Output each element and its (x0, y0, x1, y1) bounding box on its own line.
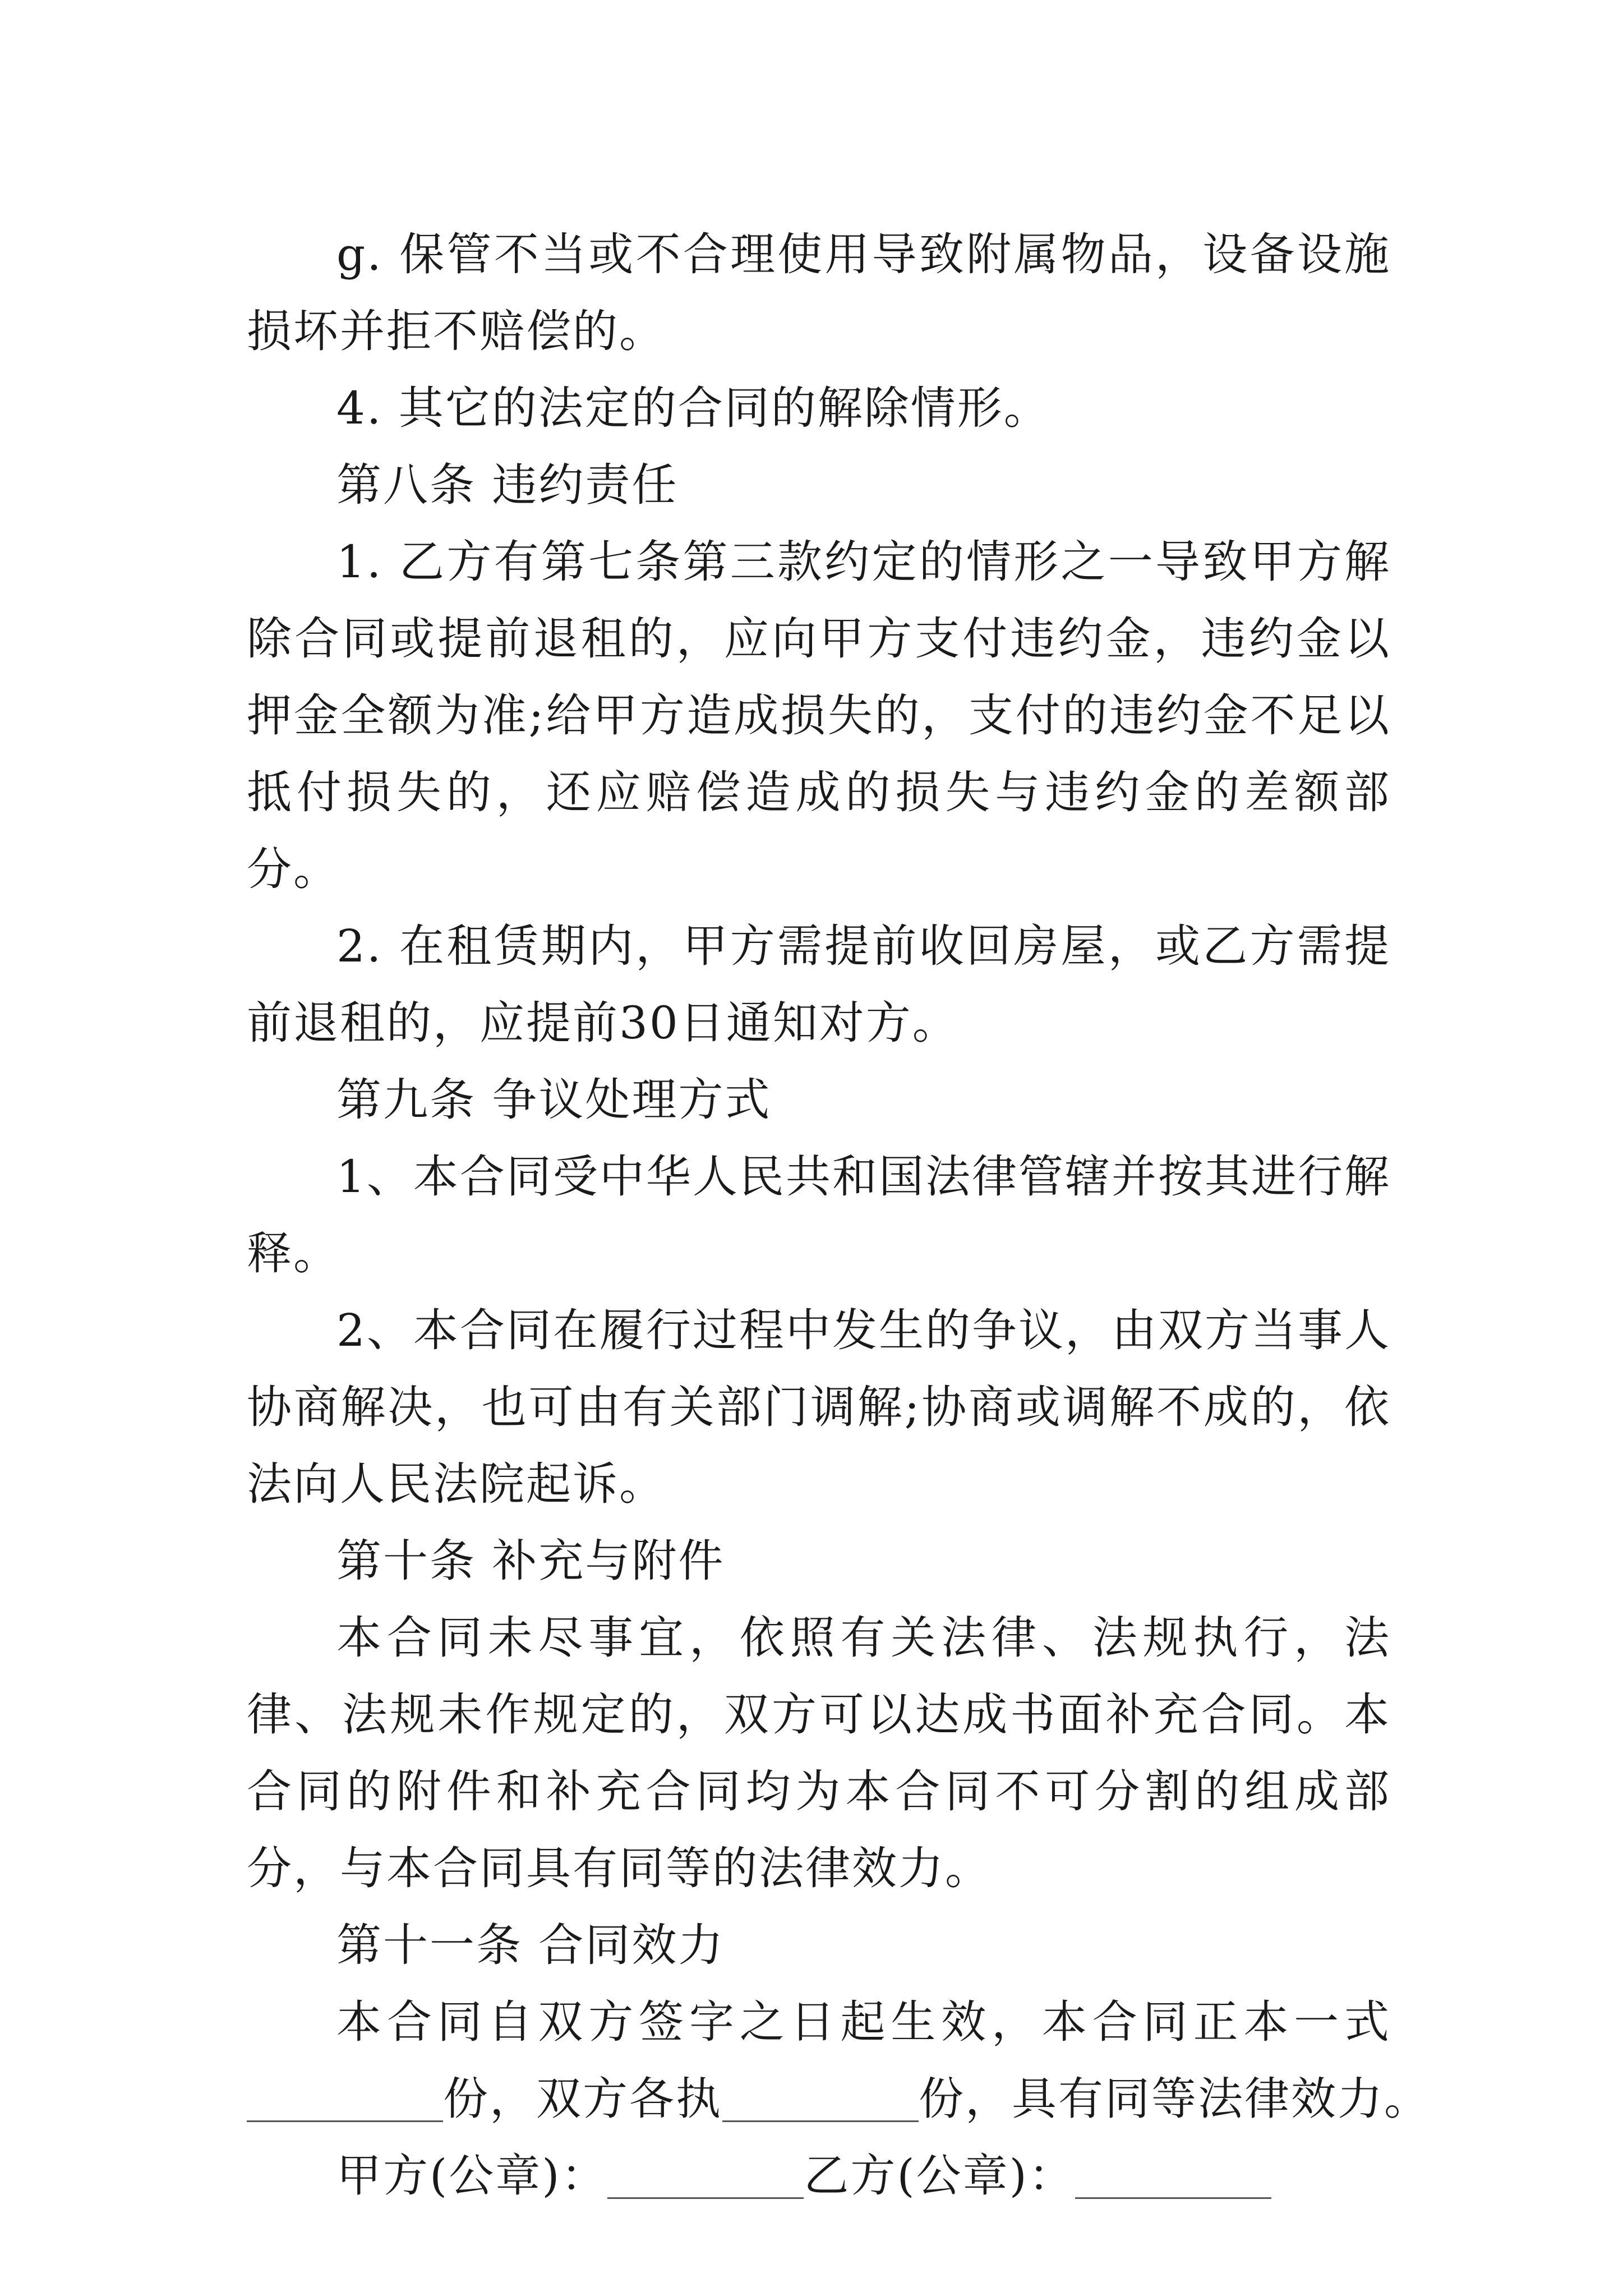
paragraph-article-10: 本合同未尽事宜，依照有关法律、法规执行，法律、法规未作规定的，双方可以达成书面补充合同。本合同的附件和补充合同均为本合同不可分割的组成部分，与本合同具有同等的法律效力。 (247, 1612, 1391, 1894)
paragraph-clause-4: 4. 其它的法定的合同的解除情形。 (336, 382, 1050, 434)
copies-each-blank[interactable] (722, 2076, 919, 2122)
heading-article-10: 第十条 补充与附件 (336, 1535, 725, 1587)
heading-article-11: 第十一条 合同效力 (336, 1919, 725, 1971)
paragraph-contract-effect-cont (247, 2060, 1431, 2137)
paragraph-contract-effect (247, 1984, 1391, 2060)
paragraph-clause-g: g. 保管不当或不合理使用导致附属物品，设备设施损坏并拒不赔偿的。 (247, 228, 1391, 357)
effect-text-part1: 本合同自双方签字之日起生效，本合同正本一式 (336, 1996, 1391, 2048)
paragraph-article-9-item-1: 1、本合同受中华人民共和国法律管辖并按其进行解释。 (247, 1151, 1391, 1280)
paragraph-article-9-item-2: 2、本合同在履行过程中发生的争议，由双方当事人协商解决，也可由有关部门调解;协商或调解不成的，依法向人民法院起诉。 (247, 1304, 1391, 1510)
effect-text-part3: 份，具有同等法律效力。 (919, 2073, 1431, 2125)
paragraph-article-8-item-1: 1. 乙方有第七条第三款约定的情形之一导致甲方解除合同或提前退租的，应向甲方支付违约金，违约金以押金全额为准;给甲方造成损失的，支付的违约金不足以抵付损失的，还应赔偿造成的损失与违约金的差额部分。 (247, 536, 1391, 895)
party-b-label: 乙方(公章)： (804, 2150, 1075, 2202)
copies-total-blank[interactable] (247, 2076, 443, 2122)
effect-text-part2: 份，双方各执 (443, 2073, 722, 2125)
paragraph-article-8-item-2: 2. 在租赁期内，甲方需提前收回房屋，或乙方需提前退租的，应提前30日通知对方。 (247, 920, 1391, 1049)
signature-row (247, 2137, 1391, 2214)
heading-article-8: 第八条 违约责任 (336, 459, 679, 511)
heading-article-9: 第九条 争议处理方式 (336, 1074, 772, 1126)
party-a-label: 甲方(公章)： (336, 2150, 608, 2202)
party-b-seal-blank[interactable] (1075, 2152, 1271, 2199)
document-body (247, 216, 1431, 2214)
party-a-seal-blank[interactable] (607, 2152, 804, 2199)
